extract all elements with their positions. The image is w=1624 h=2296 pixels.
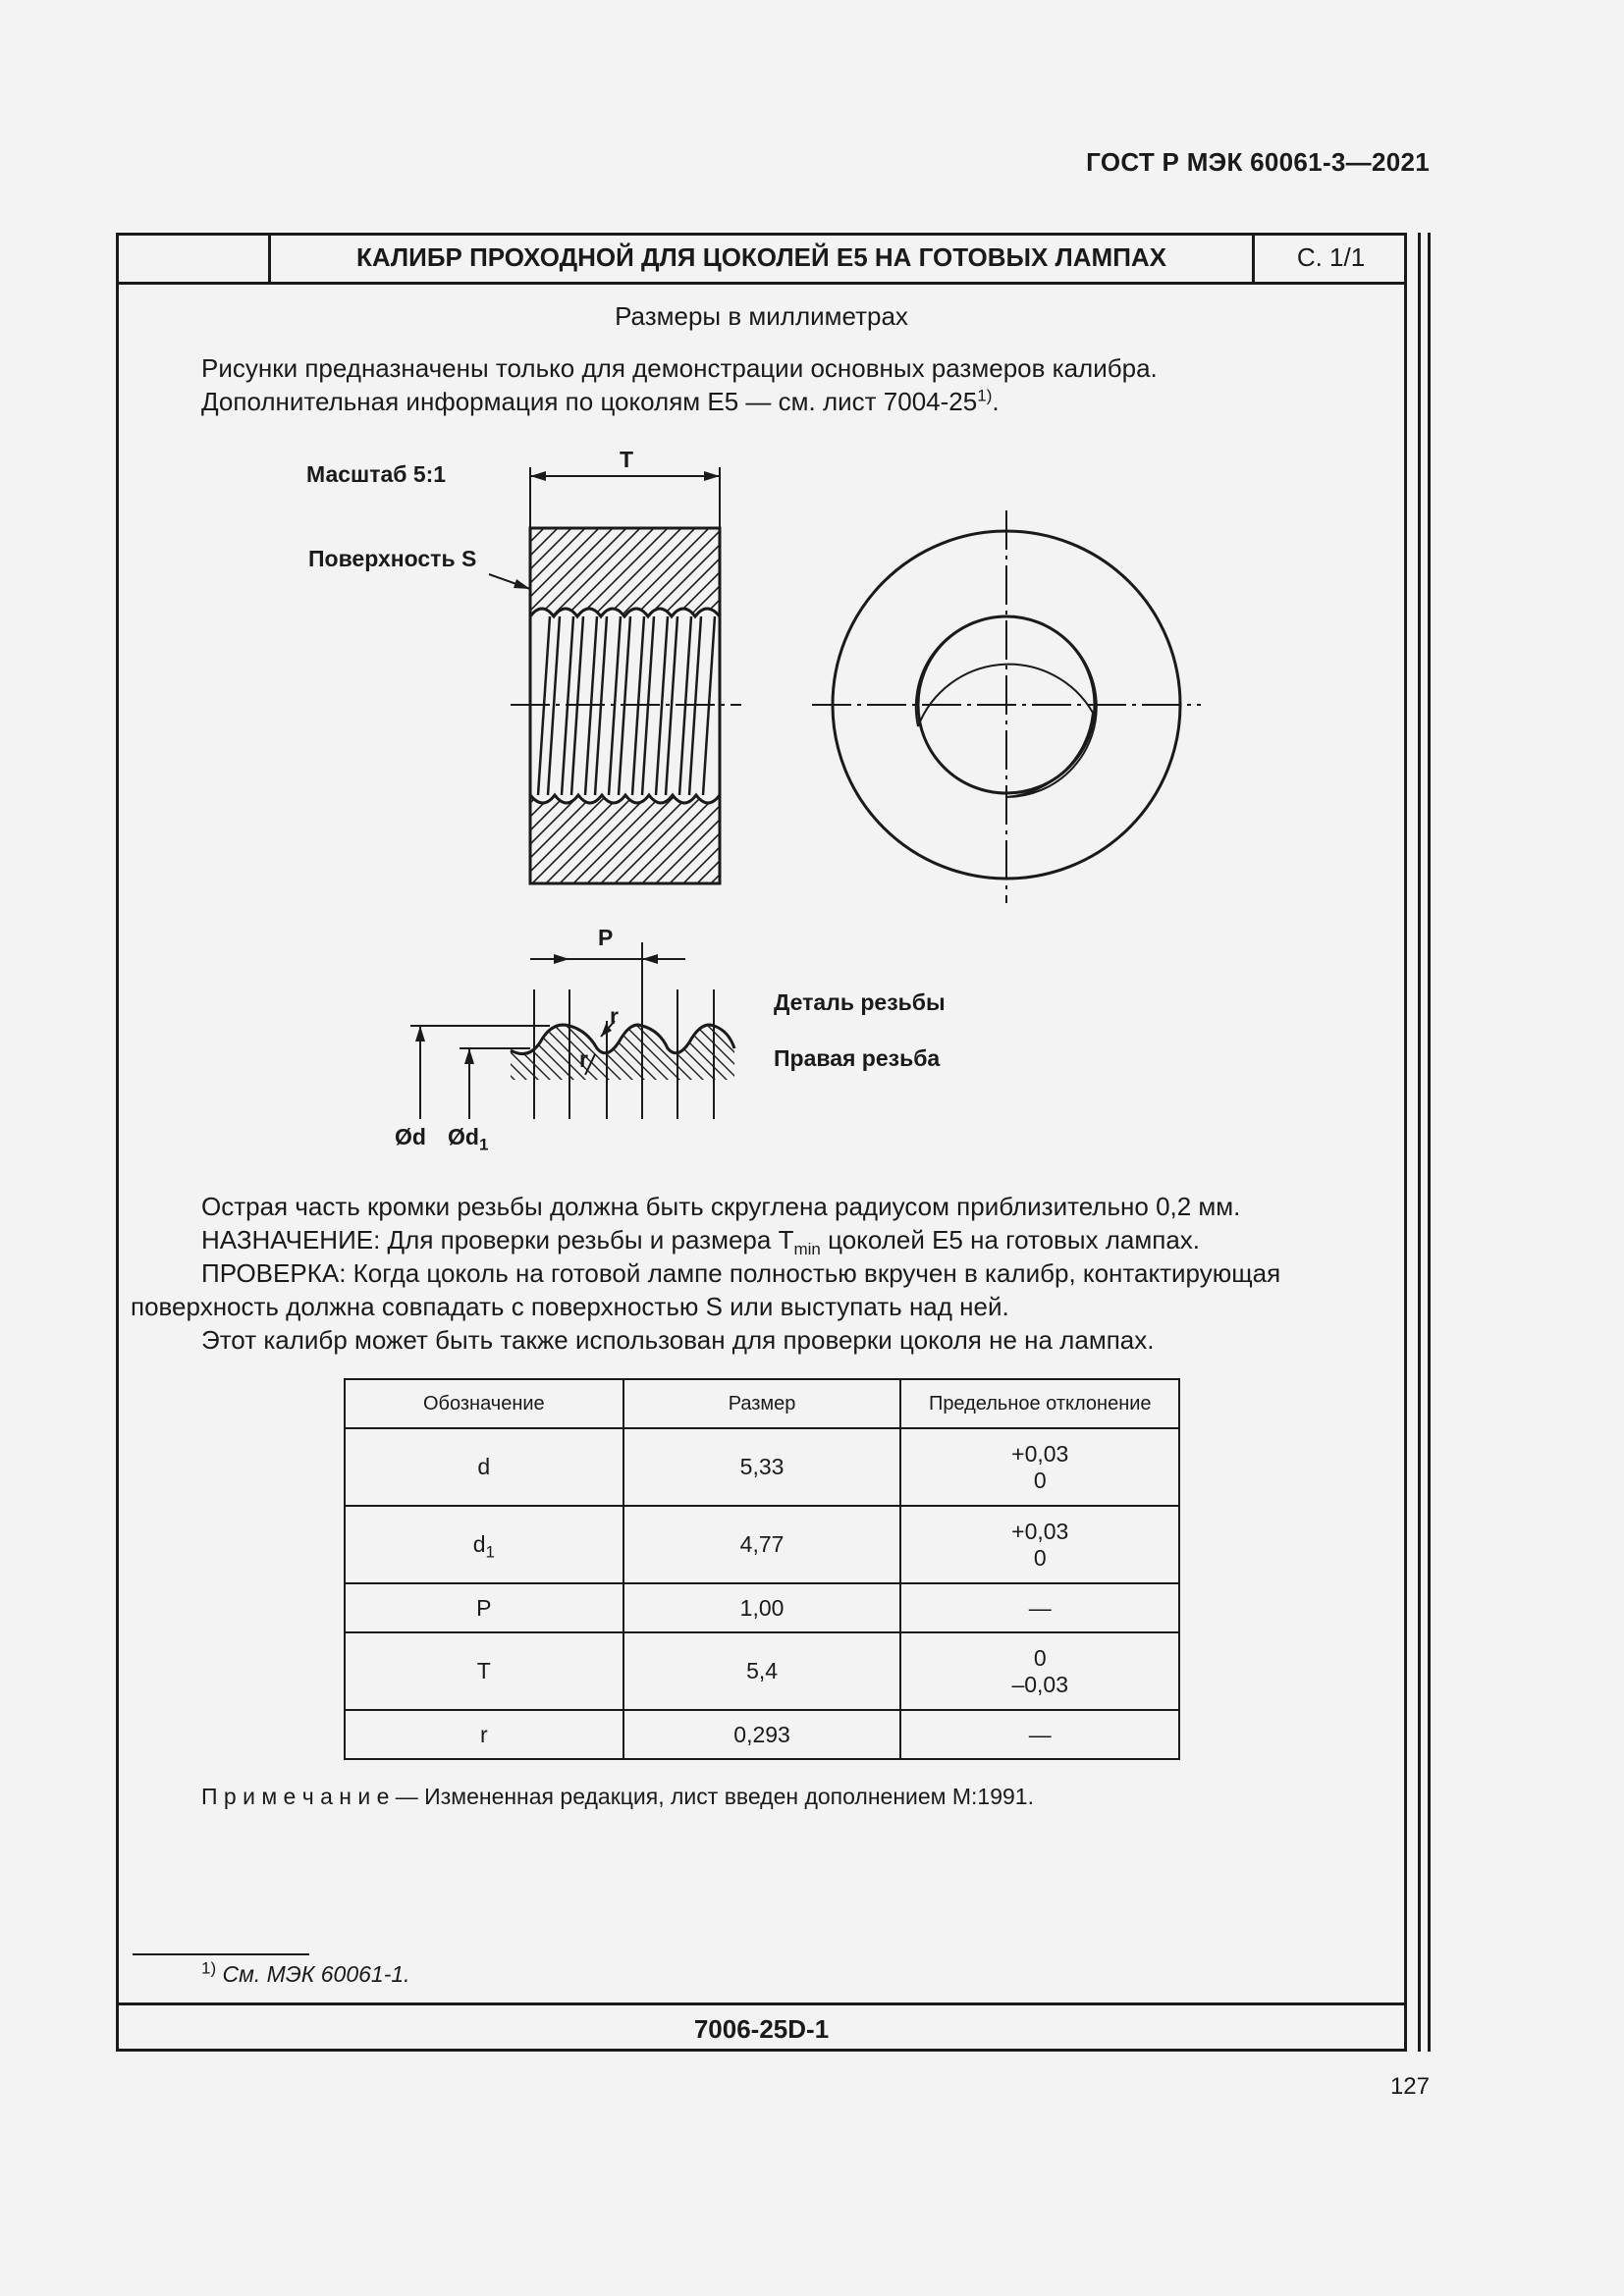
dim-p-label: P bbox=[598, 925, 614, 950]
cell-size: 1,00 bbox=[623, 1583, 901, 1632]
units-note: Размеры в миллиметрах bbox=[615, 301, 908, 331]
cell-symbol: P bbox=[345, 1583, 623, 1632]
dimensions-table bbox=[344, 1378, 1180, 1760]
cell-tolerance: +0,03 0 bbox=[900, 1506, 1179, 1583]
table-row bbox=[345, 1428, 1179, 1506]
cell-symbol: $d_1$ bbox=[345, 1506, 623, 1583]
sheet-title: КАЛИБР ПРОХОДНОЙ ДЛЯ ЦОКОЛЕЙ Е5 НА ГОТОВЫХ ЛАМПАХ bbox=[355, 242, 1167, 272]
footnote-ref: 1) bbox=[977, 386, 993, 405]
sheet-id: 7006-25D-1 bbox=[116, 2002, 1407, 2052]
header-tolerance: Предельное отклонение bbox=[900, 1379, 1179, 1428]
surface-s-label: Поверхность S bbox=[308, 546, 477, 571]
cell-size: 5,4 bbox=[623, 1632, 901, 1710]
footnote: $^{1)}$ См. МЭК 60061-1. bbox=[201, 1958, 410, 1987]
cell-tolerance: — bbox=[900, 1710, 1179, 1759]
dim-r-label-top: r bbox=[610, 1003, 619, 1029]
text-rounding: Острая часть кромки резьбы должна быть скруглена радиусом приблизительно 0,2 мм. bbox=[201, 1192, 1241, 1221]
header-size: Размер bbox=[623, 1379, 901, 1428]
intro-line-2: Дополнительная информация по цоколям Е5 — см. лист 7004-25$^{1)}$. bbox=[201, 386, 1000, 416]
cell-size: 4,77 bbox=[623, 1506, 901, 1583]
text-check-line-2: поверхность должна совпадать с поверхностью S или выступать над ней. bbox=[131, 1292, 1009, 1321]
note-text: — Измененная редакция, лист введен дополнением М:1991. bbox=[389, 1784, 1034, 1809]
cell-symbol: T bbox=[345, 1632, 623, 1710]
note-label: П р и м е ч а н и е bbox=[201, 1784, 390, 1809]
thread-detail-label: Деталь резьбы bbox=[774, 989, 946, 1015]
sheet-number: С. 1/1 bbox=[1252, 233, 1407, 282]
standard-header: ГОСТ Р МЭК 60061-3—2021 bbox=[1086, 147, 1430, 177]
cell-tolerance: 0 –0,03 bbox=[900, 1632, 1179, 1710]
dim-d-label: Ød bbox=[395, 1124, 426, 1149]
cell-tolerance: — bbox=[900, 1583, 1179, 1632]
right-thread-label: Правая резьба bbox=[774, 1045, 941, 1071]
table-row bbox=[345, 1632, 1179, 1710]
text-other-use: Этот калибр может быть также использован для проверки цоколя не на лампах. bbox=[201, 1325, 1155, 1355]
footnote-rule bbox=[133, 1953, 309, 1955]
intro-line-1: Рисунки предназначены только для демонстрации основных размеров калибра. bbox=[201, 353, 1158, 383]
dim-d1-label: $Ød_1$ bbox=[448, 1124, 489, 1154]
text-purpose: НАЗНАЧЕНИЕ: Для проверки резьбы и размера $T_{min}$ цоколей Е5 на готовых лампах. bbox=[201, 1225, 1201, 1259]
cell-symbol: r bbox=[345, 1710, 623, 1759]
header-symbol: Обозначение bbox=[345, 1379, 623, 1428]
text-check-line-1: ПРОВЕРКА: Когда цоколь на готовой лампе полностью вкручен в калибр, контактирующая bbox=[201, 1258, 1281, 1288]
cell-symbol: d bbox=[345, 1428, 623, 1506]
page-number: 127 bbox=[1389, 2073, 1430, 2100]
table-row bbox=[345, 1506, 1179, 1583]
scale-label: Масштаб 5:1 bbox=[306, 461, 447, 487]
table-row bbox=[345, 1583, 1179, 1632]
table-header-row bbox=[345, 1379, 1179, 1428]
cell-tolerance: +0,03 0 bbox=[900, 1428, 1179, 1506]
cell-size: 0,293 bbox=[623, 1710, 901, 1759]
table-row bbox=[345, 1710, 1179, 1759]
dim-r-label-bottom: r bbox=[579, 1046, 588, 1072]
cell-size: 5,33 bbox=[623, 1428, 901, 1506]
dim-t-label: T bbox=[620, 447, 634, 472]
note bbox=[201, 1784, 1034, 1810]
